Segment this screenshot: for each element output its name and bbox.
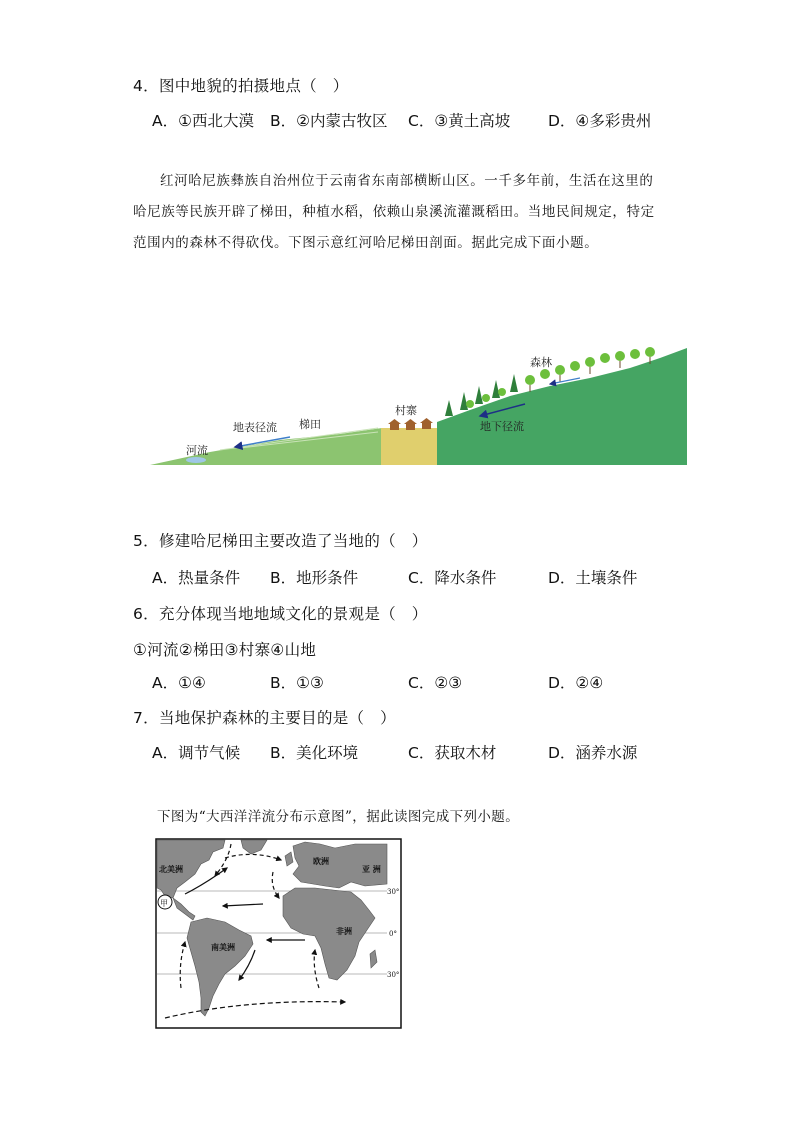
q5-option-c[interactable]: C．降水条件: [408, 569, 497, 587]
label-terrace: 梯田: [299, 418, 321, 431]
q6-option-c[interactable]: C．②③: [408, 674, 463, 692]
label-asia: 亚 洲: [362, 864, 381, 874]
village-houses: [388, 418, 433, 430]
passage-hani-text: 红河哈尼族彝族自治州位于云南省东南部横断山区。一千多年前，生活在这里的哈尼族等民族开辟了梯田，种植水稻，依赖山泉溪流灌溉稻田。当地民间规定，特定范围内的森林不得砍伐。下图示意红河哈尼梯田剖面。据此完成下面小题。: [133, 173, 655, 251]
label-africa: 非洲: [336, 926, 352, 936]
q6-option-d[interactable]: D．②④: [548, 674, 604, 692]
label-lat-30s: 30°: [387, 971, 400, 979]
q7-option-b[interactable]: B．美化环境: [270, 744, 359, 762]
q4-option-c[interactable]: C．③黄土高坡: [408, 112, 511, 130]
q7-option-c[interactable]: C．获取木材: [408, 744, 497, 762]
river-shape: [186, 457, 206, 463]
question-6-items: ①河流②梯田③村寨④山地: [133, 641, 317, 659]
village-area: [381, 428, 438, 465]
q6-option-a[interactable]: A．①④: [152, 674, 206, 692]
question-6-stem: 6．充分体现当地地域文化的景观是（ ）: [133, 605, 428, 623]
label-forest: 森林: [530, 356, 552, 369]
passage-atlantic-currents: 下图为“大西洋洋流分布示意图”，据此读图完成下列小题。: [157, 809, 520, 825]
label-lat-30n: 30°: [387, 888, 400, 896]
label-village: 村寨: [395, 404, 417, 417]
atlantic-currents-map: [155, 838, 403, 1030]
label-jia: 甲: [160, 899, 168, 908]
q4-option-a[interactable]: A．①西北大漠: [152, 112, 254, 130]
q4-option-b[interactable]: B．②内蒙古牧区: [270, 112, 388, 130]
question-7-stem: 7．当地保护森林的主要目的是（ ）: [133, 709, 396, 727]
q6-option-b[interactable]: B．①③: [270, 674, 324, 692]
question-4-stem: 4．图中地貌的拍摄地点（ ）: [133, 77, 349, 95]
terrace-profile-figure: [150, 340, 690, 470]
label-surface-runoff: 地表径流: [233, 421, 277, 434]
q7-option-a[interactable]: A．调节气候: [152, 744, 241, 762]
q7-option-d[interactable]: D．涵养水源: [548, 744, 638, 762]
passage-hani-terrace: [133, 166, 665, 259]
q5-option-a[interactable]: A．热量条件: [152, 569, 241, 587]
label-europe: 欧洲: [313, 856, 329, 866]
q5-option-b[interactable]: B．地形条件: [270, 569, 359, 587]
q5-option-d[interactable]: D．土壤条件: [548, 569, 638, 587]
q4-option-d[interactable]: D．④多彩贵州: [548, 112, 652, 130]
label-underground-runoff: 地下径流: [480, 420, 524, 433]
label-north-america: 北美洲: [159, 864, 183, 874]
label-river: 河流: [186, 444, 208, 457]
label-south-america: 南美洲: [211, 942, 235, 952]
question-5-stem: 5．修建哈尼梯田主要改造了当地的（ ）: [133, 532, 428, 550]
label-lat-0: 0°: [389, 930, 397, 938]
